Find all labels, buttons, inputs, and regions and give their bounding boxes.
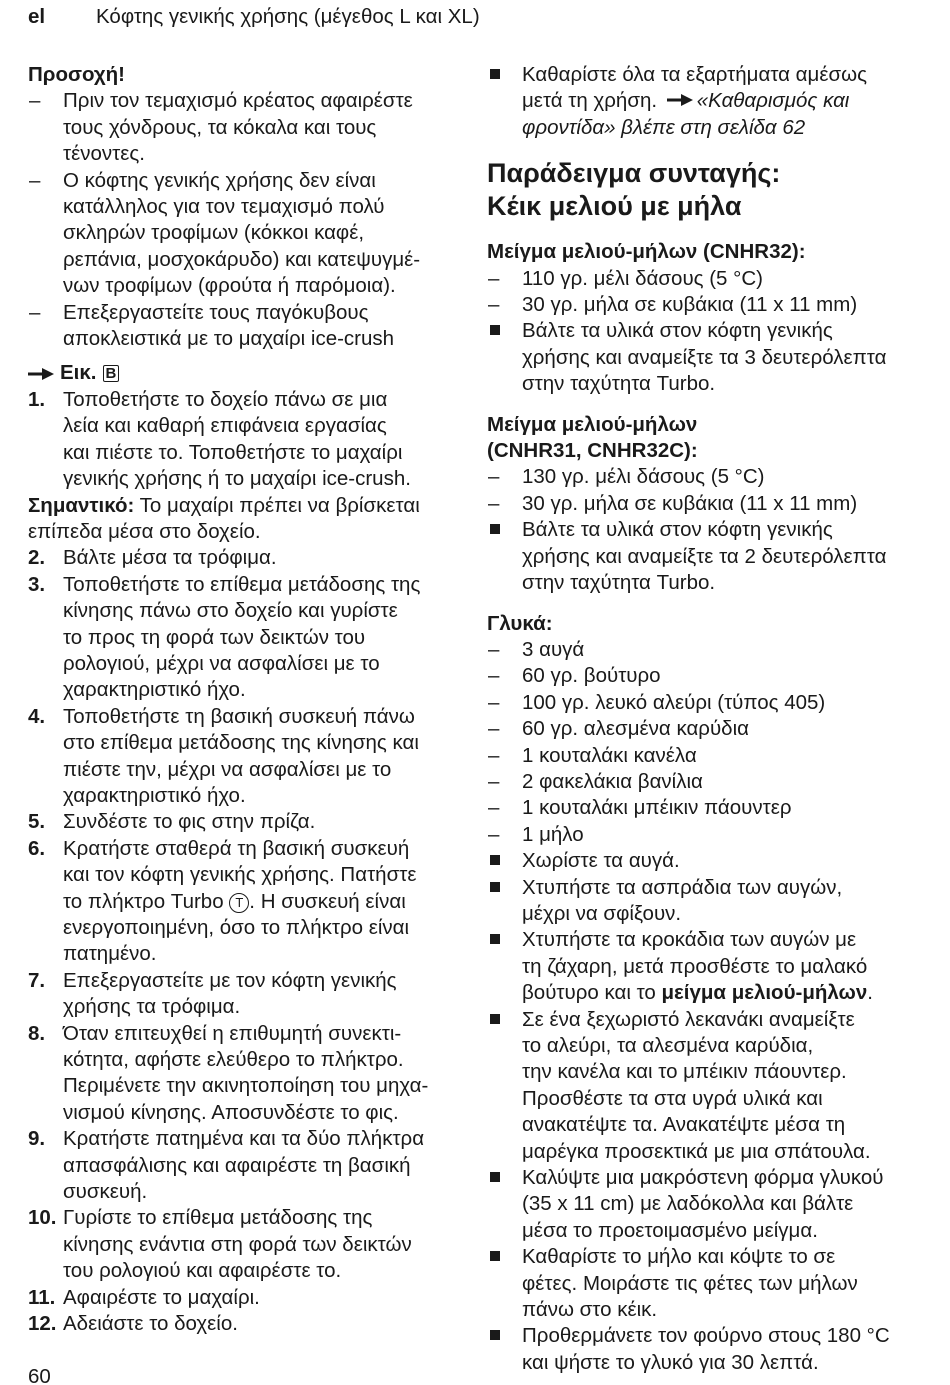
important-label: Σημαντικό:	[28, 493, 135, 517]
ingredient-item: – 1 μήλο	[488, 822, 584, 846]
bullet-square-icon	[490, 882, 500, 892]
bullet-square-icon	[490, 1330, 500, 1340]
step-item: 10. Γυρίστε το επίθεμα μετάδοσης της κίνησης ενάντια στη φορά των δεικτών του ρολογιού και αφαιρέστε το.	[28, 1206, 412, 1283]
step-item: 5. Συνδέστε το φις στην πρίζα.	[28, 810, 316, 834]
instruction-item: Καλύψτε μια μακρόστενη φόρμα γλυκού (35 x 11 cm) με λαδόκολλα και βάλτε μέσα το προετοιμασμένο μείγμα.	[487, 1165, 927, 1244]
instruction-item: Βάλτε τα υλικά στον κόφτη γενικής χρήσης και αναμείξτε τα 3 δευτερόλεπτα στην ταχύτητα Turbo.	[487, 318, 927, 397]
instruction-item: Χτυπήστε τα ασπράδια των αυγών, μέχρι να σφίξουν.	[487, 875, 927, 928]
ingredient-item: – 60 γρ. αλεσμένα καρύδια	[488, 717, 749, 741]
step-item: 9. Κρατήστε πατημένα και τα δύο πλήκτρα απασφάλισης και αφαιρέστε τη βασική συσκευή.	[28, 1127, 425, 1204]
figure-reference	[28, 360, 458, 386]
step-item: 4. Τοποθετήστε τη βασική συσκευή πάνω στο επίθεμα μετάδοσης της κίνησης και πιέστε την, μέχρι να ασφαλίσει με το χαρακτηριστικό ήχο.	[28, 704, 419, 807]
bullet-square-icon	[490, 69, 500, 79]
bullet-square-icon	[490, 524, 500, 534]
section-heading: Μείγμα μελιού-μήλων (CNHR32):	[487, 240, 806, 264]
ingredient-item: – 30 γρ. μήλα σε κυβάκια (11 x 11 mm)	[488, 293, 858, 317]
step-item: 7. Επεξεργαστείτε με τον κόφτη γενικής χρήσης τα τρόφιμα.	[28, 968, 397, 1019]
step-item: 11. Αφαιρέστε το μαχαίρι.	[28, 1285, 260, 1309]
step-item: 6. Κρατήστε σταθερά τη βασική συσκευή και τον κόφτη γενικής χρήσης. Πατήστε το πλήκτρο Turbo T . Η συσκευή είναι ενεργοποιημένη, όσο το πλήκτρο είναι πατημένο.	[28, 836, 417, 966]
bullet-square-icon	[490, 1251, 500, 1261]
step-item: 12. Αδειάστε το δοχείο.	[28, 1312, 238, 1336]
bullet-square-icon	[490, 855, 500, 865]
caution-item: – Επεξεργαστείτε τους παγόκυβους αποκλειστικά με το μαχαίρι ice-crush	[29, 300, 395, 351]
instruction-item: Προθερμάνετε τον φούρνο στους 180 °C και ψήστε το γλυκό για 30 λεπτά.	[487, 1323, 927, 1376]
bullet-square-icon	[490, 1014, 500, 1024]
step-item: 1. Τοποθετήστε το δοχείο πάνω σε μια λεία και καθαρή επιφάνεια εργασίας και πιέστε το. Τοποθετήστε το μαχαίρι γενικής χρήσης ή το μαχαίρι ice-crush.	[28, 387, 411, 491]
bullet-square-icon	[490, 934, 500, 944]
sweet-section	[487, 611, 927, 1377]
page-header	[28, 4, 480, 30]
instruction-item: Σε ένα ξεχωριστό λεκανάκι αναμείξτε το αλεύρι, τα αλεσμένα καρύδια, την κανέλα και το μπέικιν πάουντερ. Προσθέστε τα στα υγρά υλικά και ανακατέψτε τα. Ανακατέψτε μέσα τη μαρέγκα προσεκτικά με μια σπάτουλα.	[487, 1007, 927, 1165]
recipe-title: Παράδειγμα συνταγής: Κέικ μελιού με μήλα	[487, 158, 781, 222]
figure-label: Εικ.	[60, 361, 97, 385]
ingredient-item: – 1 κουταλάκι κανέλα	[488, 743, 697, 767]
mix-section-cnhr32	[487, 239, 927, 397]
right-column	[487, 62, 927, 1376]
page-number: 60	[28, 1365, 51, 1385]
left-column	[28, 62, 458, 1338]
ingredient-item: – 2 φακελάκια βανίλια	[488, 769, 703, 793]
ingredient-item: – 3 αυγά	[488, 637, 585, 661]
section-heading: Γλυκά:	[487, 611, 553, 635]
ingredient-item: – 110 γρ. μέλι δάσους (5 °C)	[488, 266, 763, 290]
header-title: Κόφτης γενικής χρήσης (μέγεθος L και XL)	[96, 5, 480, 28]
figure-letter: B	[103, 365, 120, 382]
instruction-item: Βάλτε τα υλικά στον κόφτη γενικής χρήσης και αναμείξτε τα 2 δευτερόλεπτα στην ταχύτητα Turbo.	[487, 517, 927, 596]
ingredient-item: – 130 γρ. μέλι δάσους (5 °C)	[488, 465, 765, 489]
instruction-item: Χωρίστε τα αυγά.	[487, 848, 927, 874]
mix-section-cnhr31: Μείγμα μελιού-μήλων (CNHR31, CNHR32C): – 130 γρ. μέλι δάσους (5 °C) – 30 γρ. μήλα σε κυβάκια (11 x 11 mm) Βάλτε τα υλικά στον κόφτη γενικής χρήσης και αναμείξτε τα 2 δευτερόλεπτα στην ταχύτητα Turbo.	[487, 412, 927, 597]
bullet-square-icon	[490, 325, 500, 335]
ingredient-item: – 100 γρ. λευκό αλεύρι (τύπος 405)	[488, 690, 826, 714]
ingredient-item: – 1 κουταλάκι μπέικιν πάουντερ	[488, 796, 792, 820]
step-item: 3. Τοποθετήστε το επίθεμα μετάδοσης της κίνησης πάνω στο δοχείο και γυρίστε το προς τη φορά των δεικτών του ρολογιού, μέχρι να ασφαλίσει με το χαρακτηριστικό ήχο.	[28, 572, 421, 702]
caution-item: – Πριν τον τεμαχισμό κρέατος αφαιρέστε τους χόνδρους, τα κόκαλα και τους τένοντες.	[29, 89, 413, 166]
caution-heading: Προσοχή!	[28, 63, 125, 86]
ingredient-item: – 60 γρ. βούτυρο	[488, 664, 661, 688]
instruction-item: Καθαρίστε το μήλο και κόψτε το σε φέτες. Μοιράστε τις φέτες των μήλων πάνω στο κέικ.	[487, 1244, 927, 1323]
steps-list	[28, 387, 458, 1338]
step-item: 2. Βάλτε μέσα τα τρόφιμα.	[28, 546, 277, 570]
arrow-right-icon	[28, 368, 54, 380]
turbo-button-symbol-icon: T	[229, 893, 249, 913]
ingredient-item: – 30 γρ. μήλα σε κυβάκια (11 x 11 mm)	[488, 491, 858, 515]
arrow-right-icon	[667, 94, 693, 106]
cleaning-reference: «Καθαρισμός και	[696, 89, 850, 113]
instruction-item: Χτυπήστε τα κροκάδια των αυγών με τη ζάχαρη, μετά προσθέστε το μαλακό βούτυρο και το μείγμα μελιού-μήλων.	[487, 927, 927, 1006]
important-note: Σημαντικό: Το μαχαίρι πρέπει να βρίσκεται επίπεδα μέσα στο δοχείο.	[28, 493, 420, 543]
caution-list	[28, 88, 458, 352]
step-item: 8. Όταν επιτευχθεί η επιθυμητή συνεκτι- κότητα, αφήστε ελεύθερο το πλήκτρο. Περιμένετε την ακινητοποίηση του μηχα- νισμού κίνησης. Αποσυνδέστε το φις.	[28, 1021, 429, 1124]
caution-item: – Ο κόφτης γενικής χρήσης δεν είναι κατάλληλος για τον τεμαχισμό πολύ σκληρών τροφίμων (κόκκοι καφέ, ρεπάνια, μοσχοκάρυδο) και κατεψυγμέ- νων τροφίμων (φρούτα ή παρόμοια).	[29, 168, 421, 298]
cleaning-note: Καθαρίστε όλα τα εξαρτήματα αμέσως μετά τη χρήση. «Καθαρισμός και φροντίδα» βλέπε στη σελίδα 62	[487, 62, 927, 141]
section-heading: Μείγμα μελιού-μήλων	[487, 412, 698, 436]
language-code: el	[28, 5, 46, 28]
bullet-square-icon	[490, 1172, 500, 1182]
